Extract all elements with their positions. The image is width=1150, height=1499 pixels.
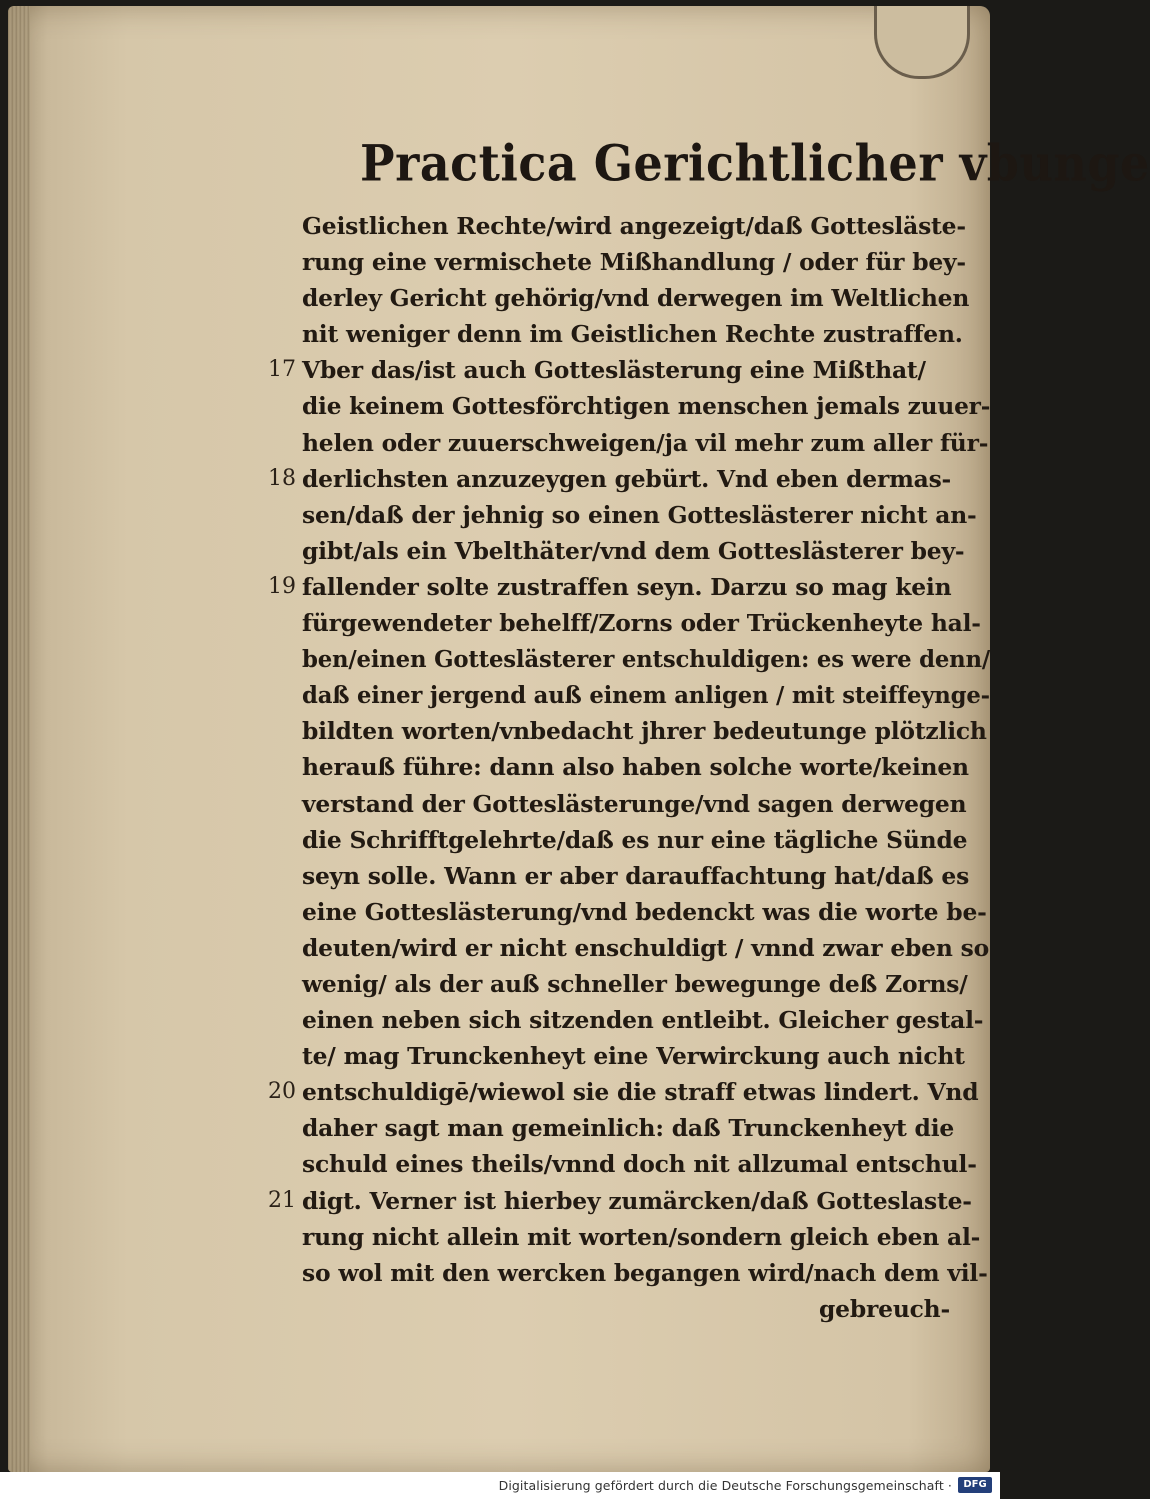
text-line [240,316,980,352]
text-block [240,208,991,1327]
line-text: so wol mit den wercken begangen wird/nach dem vil- [302,1258,988,1287]
line-text: sen/daß der jehnig so einen Gotteslästerer nicht an- [302,500,977,529]
text-line [240,713,987,749]
line-text: daß einer jergend auß einem anligen / mit steiffeynge- [302,681,990,710]
line-text: fürgewendeter behelff/Zorns oder Trückenheyte hal- [302,609,981,638]
text-line [240,894,987,930]
text-line [240,641,991,677]
line-text: rung nicht allein mit worten/sondern gleich eben al- [302,1222,981,1251]
page-edge [8,6,30,1472]
text-line [240,822,980,858]
text-line [240,280,980,316]
line-text: te/ mag Trunckenheyt eine Verwirckung auch nicht [302,1042,965,1071]
text-line [240,1183,980,1219]
text-line [240,352,980,388]
line-text: die keinem Gottesförchtigen menschen jemals zuuer- [302,392,991,421]
text-line [240,858,980,894]
catchword: gebreuch- [819,1294,950,1323]
line-text: die Schrifftgelehrte/daß es nur eine tägliche Sünde [302,825,968,854]
marginal-number: 20 [268,1079,296,1105]
text-line [240,461,980,497]
text-line [240,1255,988,1291]
text-line [240,930,989,966]
marginal-number: 19 [268,573,296,599]
line-text: Geistlichen Rechte/wird angezeigt/daß Gottesläste- [302,212,966,240]
text-line [240,677,990,713]
footer-credit: Digitalisierung gefördert durch die Deutsche Forschungsgemeinschaft · [498,1478,952,1493]
text-line [240,244,980,280]
dfg-logo: DFG [958,1477,992,1493]
line-text: gibt/als ein Vbelthäter/vnd dem Gotteslästerer bey- [302,536,965,565]
text-line [240,1219,980,1255]
running-head: Practica Gerichtlicher vbunge [360,133,1150,193]
text-line [240,533,980,569]
text-line [240,1002,984,1038]
marginal-number: 18 [268,465,296,491]
line-text: eine Gotteslästerung/vnd bedenckt was die worte be- [302,897,987,926]
text-line [240,749,980,785]
line-text: verstand der Gotteslästerunge/vnd sagen derwegen [302,789,967,818]
line-text: nit weniger denn im Geistlichen Rechte zustraffen. [302,320,963,349]
text-line [240,497,980,533]
text-line [240,1146,980,1182]
line-text: einen neben sich sitzenden entleibt. Gleicher gestal- [302,1006,984,1035]
line-text: deuten/wird er nicht enschuldigt / vnnd zwar eben so [302,933,989,962]
text-line [240,786,980,822]
text-line [240,388,991,424]
digitization-footer [0,1472,1000,1499]
line-text: digt. Verner ist hierbey zumärcken/daß Gotteslaste- [302,1186,972,1215]
line-text: schuld eines theils/vnnd doch nit allzumal entschul- [302,1150,977,1179]
text-line [240,1110,980,1146]
line-text: rung eine vermischete Mißhandlung / oder für bey- [302,248,966,277]
line-text: derlichsten anzuzeygen gebürt. Vnd eben dermas- [302,464,952,493]
page-notch [874,6,970,79]
text-line [240,208,980,244]
catchword-line [240,1291,980,1327]
text-line [240,605,980,641]
marginal-number: 21 [268,1187,296,1213]
line-text: helen oder zuuerschweigen/ja vil mehr zum aller für- [302,428,989,457]
text-line [240,425,989,461]
text-line [240,1038,980,1074]
marginal-number: 17 [268,357,296,383]
line-text: Vber das/ist auch Gotteslästerung eine Mißthat/ [302,356,926,385]
text-line [240,966,980,1002]
line-text: daher sagt man gemeinlich: daß Trunckenheyt die [302,1114,955,1143]
line-text: fallender solte zustraffen seyn. Darzu so mag kein [302,572,952,601]
line-text: ben/einen Gotteslästerer entschuldigen: es were denn/ [302,645,991,674]
text-line [240,569,980,605]
line-text: seyn solle. Wann er aber darauffachtung hat/daß es [302,861,970,890]
line-text: bildten worten/vnbedacht jhrer bedeutunge plötzlich [302,717,987,746]
line-text: entschuldigē/wiewol sie die straff etwas lindert. Vnd [302,1078,979,1107]
text-line [240,1074,980,1110]
line-text: derley Gericht gehörig/vnd derwegen im Weltlichen [302,284,970,313]
line-text: herauß führe: dann also haben solche worte/keinen [302,753,969,782]
line-text: wenig/ als der auß schneller bewegunge deß Zorns/ [302,969,968,998]
